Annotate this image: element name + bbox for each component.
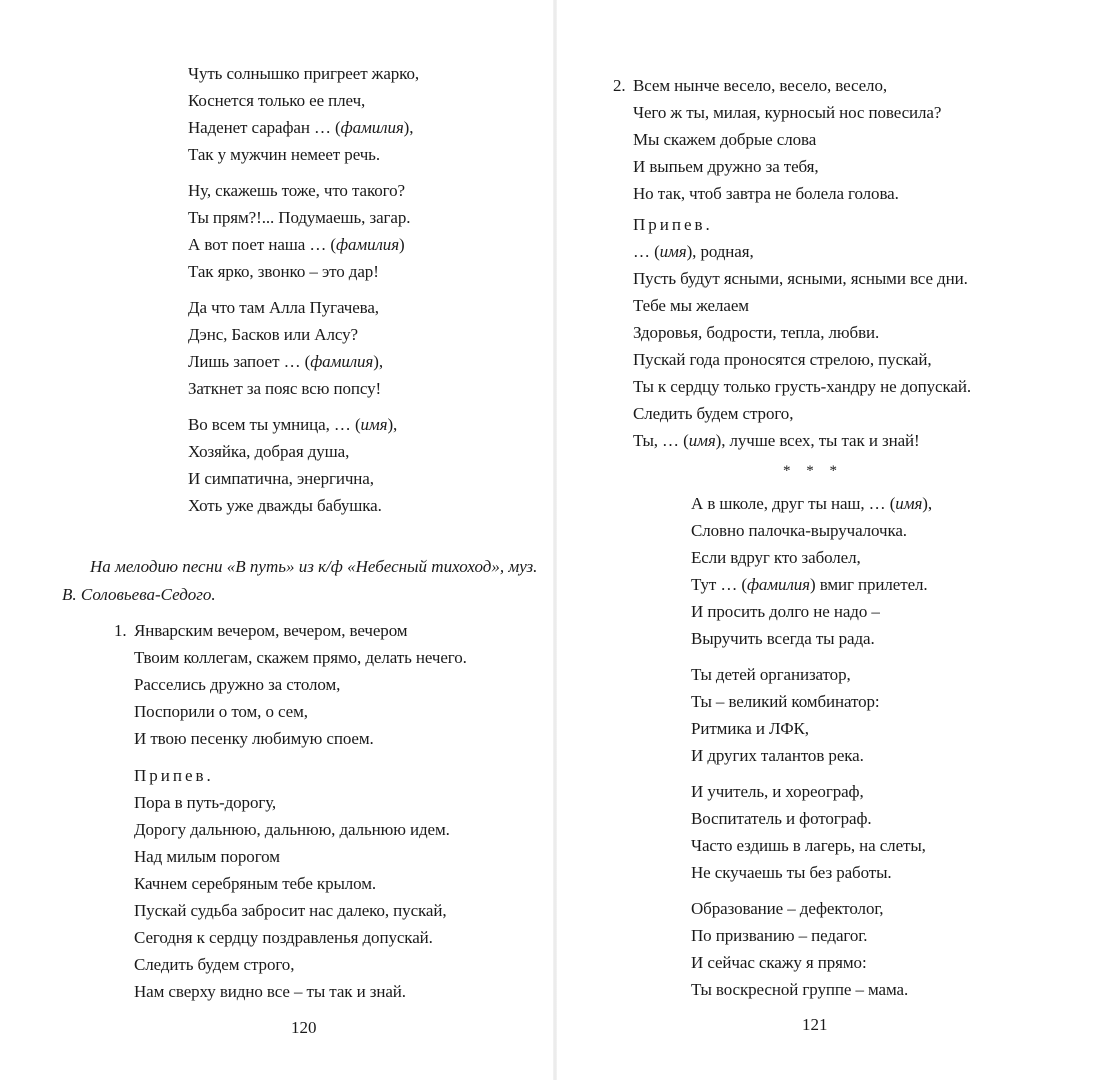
poem-line: И симпатична, энергична, [188,469,374,488]
page-number: 121 [802,1015,828,1034]
verse-line: И выпьем дружно за тебя, [633,157,819,176]
poem-line: Выручить всегда ты рада. [691,629,875,648]
stanza [691,895,932,1003]
poem-line: Заткнет за пояс всю попсу! [188,379,382,398]
chorus-line: Дорогу дальнюю, дальнюю, дальнюю идем. [134,820,450,839]
poem-line: Образование – дефектолог, [691,899,884,918]
poem-line: По призванию – педагог. [691,926,868,945]
verse-number: 1. [114,621,127,640]
poem-line: Чуть солнышко пригреет жарко, [188,64,420,83]
left-page [0,0,553,1080]
poem-line: Да что там Алла Пугачева, [188,298,379,317]
poem-line: Хозяйка, добрая душа, [188,442,350,461]
stanza [691,490,932,652]
poem-line: Хоть уже дважды бабушка. [188,496,382,515]
poem-line: Во всем ты умница, … (имя), [188,415,398,434]
chorus-line: Ты к сердцу только грусть-хандру не допускай. [633,377,971,396]
poem-line: Не скучаешь ты без работы. [691,863,892,882]
stanza [691,778,932,886]
chorus-line: Здоровья, бодрости, тепла, любви. [633,323,880,342]
poem-line: Коснется только ее плеч, [188,91,366,110]
poem-line: И просить долго не надо – [691,602,880,621]
poem-line: И учитель, и хореограф, [691,782,864,801]
chorus-line: Над милым порогом [134,847,280,866]
right-page [557,0,1111,1080]
poem-line: Так у мужчин немеет речь. [188,145,380,164]
song-intro-line: В. Соловьева-Седого. [62,585,216,604]
poem-line: А в школе, друг ты наш, … (имя), [691,494,932,513]
verse-line: Поспорили о том, о сем, [134,702,308,721]
poem-line: Лишь запоет … (фамилия), [188,352,383,371]
chorus-line: Ты, … (имя), лучше всех, ты так и знай! [633,431,920,450]
chorus-line: Следить будем строго, [633,404,794,423]
poem-line: Наденет сарафан … (фамилия), [188,118,414,137]
chorus-line: … (имя), родная, [633,242,754,261]
poem-line: Словно палочка-выручалочка. [691,521,907,540]
poem-line: Ритмика и ЛФК, [691,719,809,738]
verse-number: 2. [613,76,626,95]
poem-line: А вот поет наша … (фамилия) [188,235,405,254]
poem-line: Тут … (фамилия) вмиг прилетел. [691,575,928,594]
verse-line: Твоим коллегам, скажем прямо, делать нечего. [134,648,467,667]
chorus-line: Следить будем строго, [134,955,295,974]
poem-line: Ты детей организатор, [691,665,851,684]
chorus-line: Нам сверху видно все – ты так и знай. [134,982,406,1001]
stanza [188,294,419,402]
stanza [188,60,419,168]
verse-2 [613,72,941,207]
poem-line: Так ярко, звонко – это дар! [188,262,379,281]
poem-line: Ты воскресной группе – мама. [691,980,909,999]
chorus-heading: Припев. [633,215,713,234]
poem-stanzas [188,60,419,519]
verse-line [613,72,941,99]
poem-line: И сейчас скажу я прямо: [691,953,867,972]
chorus-line: Пускай судьба забросит нас далеко, пускай, [134,901,447,920]
poem-line: И других талантов река. [691,746,864,765]
chorus-line: Пускай года проносятся стрелою, пускай, [633,350,932,369]
verse-line [114,617,467,644]
verse-text: Всем нынче весело, весело, весело, [633,76,887,95]
poem-line: Ну, скажешь тоже, что такого? [188,181,405,200]
verse-line: Но так, чтоб завтра не болела голова. [633,184,899,203]
chorus-heading: Припев. [134,766,214,785]
page-number: 120 [291,1018,317,1037]
chorus-line: Пора в путь-дорогу, [134,793,277,812]
verse-text: Январским вечером, вечером, вечером [134,621,408,640]
poem-line: Воспитатель и фотограф. [691,809,872,828]
chorus-line: Пусть будут ясными, ясными, ясными все дни. [633,269,968,288]
verse-line: И твою песенку любимую споем. [134,729,374,748]
poem-stanzas [691,490,932,1003]
chorus-right [633,211,971,454]
poem-line: Ты прям?!... Подумаешь, загар. [188,208,411,227]
chorus-line: Сегодня к сердцу поздравленья допускай. [134,928,433,947]
stanza [691,661,932,769]
stanza [188,177,419,285]
chorus-line: Качнем серебряным тебе крылом. [134,874,377,893]
section-separator: * * * [783,463,843,479]
song-intro-line: На мелодию песни «В путь» из к/ф «Небесный тихоход», муз. [90,557,538,576]
stanza [188,411,419,519]
poem-line: Дэнс, Басков или Алсу? [188,325,358,344]
verse-line: Расселись дружно за столом, [134,675,341,694]
poem-line: Часто ездишь в лагерь, на слеты, [691,836,926,855]
poem-line: Ты – великий комбинатор: [691,692,880,711]
verse-line: Чего ж ты, милая, курносый нос повесила? [633,103,942,122]
chorus-line: Тебе мы желаем [633,296,749,315]
poem-line: Если вдруг кто заболел, [691,548,861,567]
verse-1 [114,617,467,752]
verse-line: Мы скажем добрые слова [633,130,817,149]
chorus-left [134,762,450,1005]
